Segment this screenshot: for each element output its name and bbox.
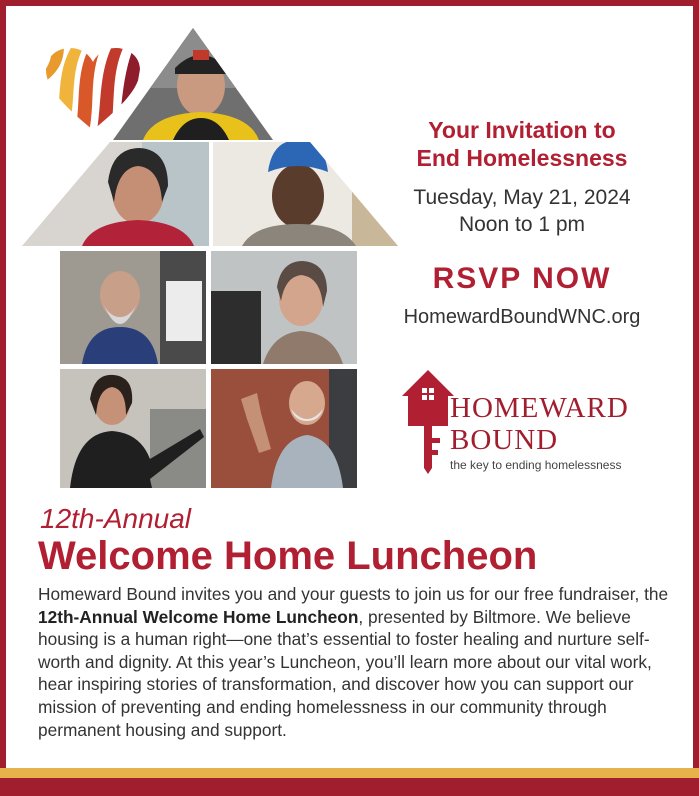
- rsvp-heading: RSVP NOW: [432, 262, 612, 295]
- description-bold: 12th-Annual Welcome Home Luncheon: [38, 606, 359, 627]
- event-description: [38, 583, 670, 741]
- bottom-red-stripe: [0, 778, 699, 796]
- photo-row-two-people: [22, 142, 398, 246]
- event-time: Noon to 1 pm: [458, 213, 586, 236]
- photo-man-with-cap: [113, 28, 273, 140]
- photo-woman-gray-hair: [211, 251, 357, 364]
- event-date: Tuesday, May 21, 2024: [413, 186, 631, 209]
- event-datetime: [372, 184, 672, 238]
- headline-line-2: End Homelessness: [416, 145, 628, 171]
- description-part-1: Homeward Bound invites you and your guests to join us for our free fundraiser, the: [38, 584, 669, 604]
- event-annual-label: 12th-Annual: [40, 503, 192, 534]
- photo-woman-dark-hair: [60, 369, 206, 488]
- invitation-headline: [372, 116, 672, 172]
- event-title: Welcome Home Luncheon: [38, 534, 538, 578]
- bottom-gold-stripe: [0, 768, 699, 778]
- photo-man-raised-fist: [211, 369, 357, 488]
- photo-bearded-man: [60, 251, 206, 364]
- description-part-2: , presented by Biltmore. We believe housing is a human right—one that’s essential to foster healing and nurture self-worth and dignity. At this year’s Luncheon, you’ll learn more about our vital work, hear inspiring stories of transformation, and discover how you can support our mission of preventing and ending homelessness in our community through permanent housing and support.: [38, 606, 652, 740]
- headline-line-1: Your Invitation to: [428, 117, 616, 143]
- logo-name-line-2: BOUND: [450, 424, 559, 456]
- website-link[interactable]: HomewardBoundWNC.org: [403, 306, 641, 328]
- logo-tagline: the key to ending homelessness: [450, 458, 622, 472]
- logo-name-line-1: HOMEWARD: [450, 392, 629, 424]
